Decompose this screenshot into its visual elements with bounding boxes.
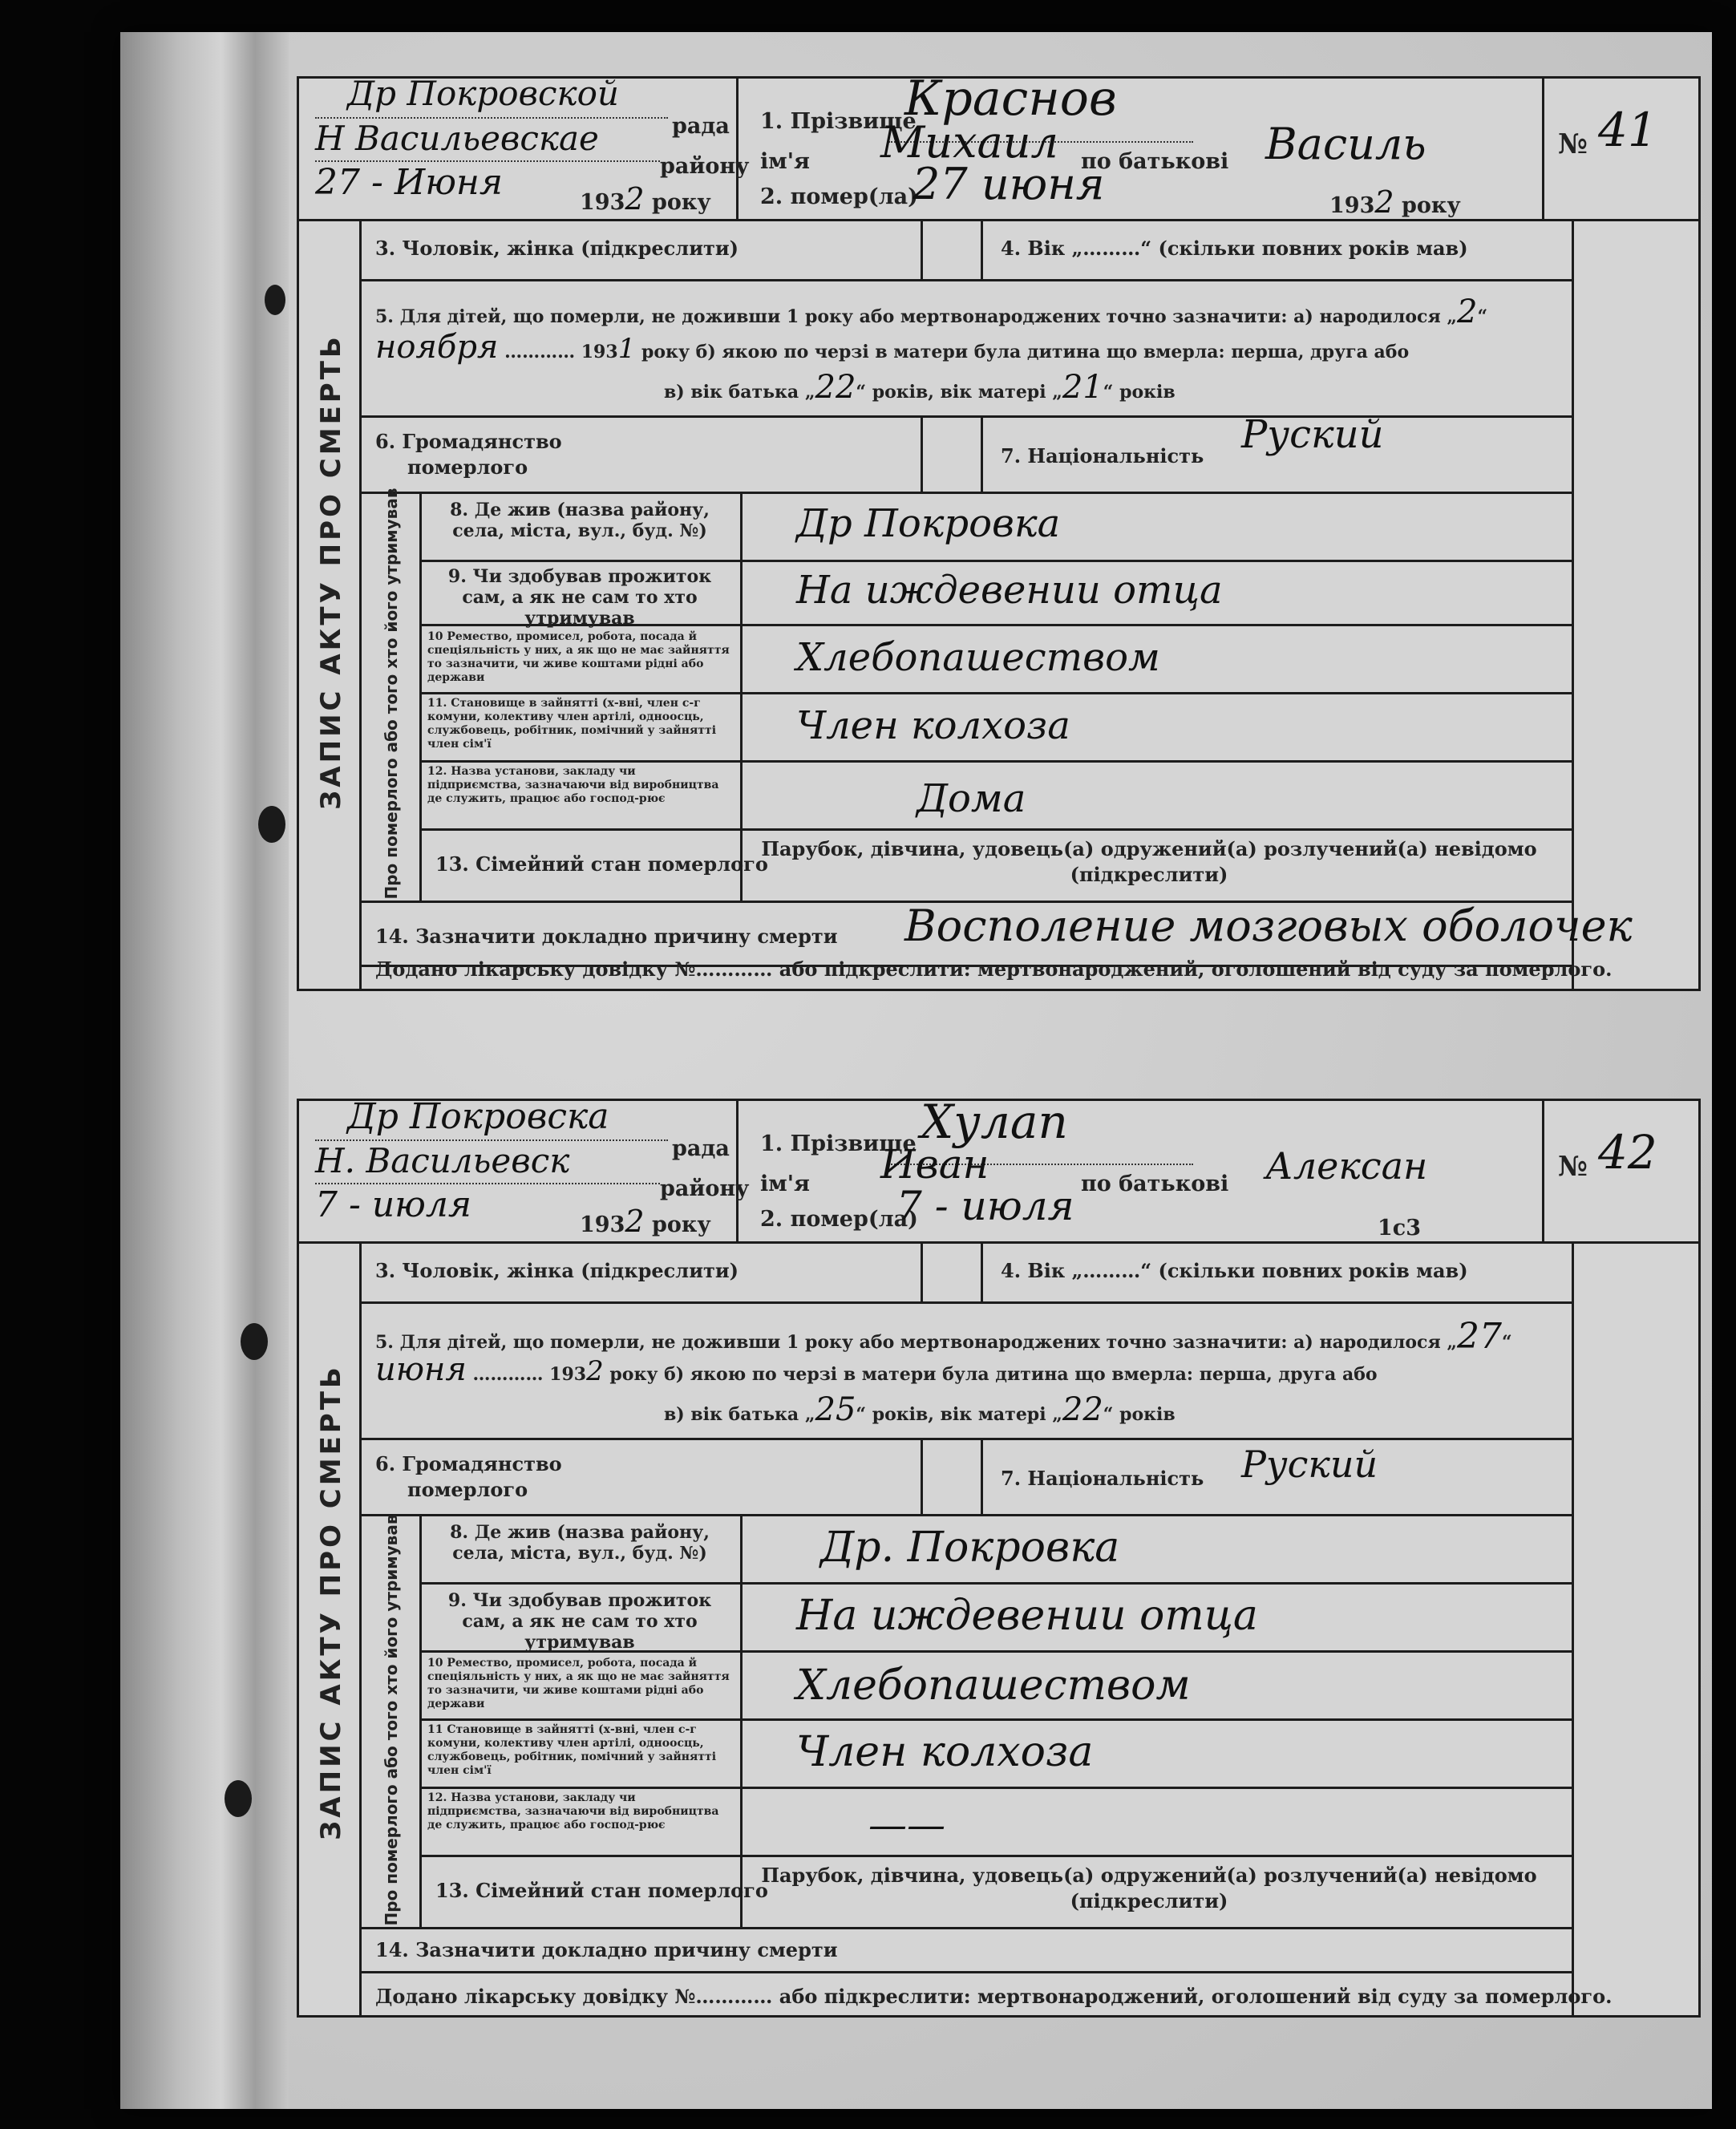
- residence-handwriting: Др Покровка: [796, 501, 1061, 546]
- workplace-label: 12. Назва установи, закладу чи підприємства, зазначаючи від виробництва де служить, працює або господ-рює: [427, 1791, 719, 1832]
- support-label: 9. Чи здобував прожиток сам, а як не сам то хто утримував: [447, 566, 712, 629]
- district-handwriting: Н Васильевскае: [315, 119, 599, 158]
- row-9-support: [419, 1582, 1574, 1653]
- infant-born-day-handwriting: 27: [1457, 1316, 1503, 1357]
- died-date-handwriting: 27 июня: [913, 159, 1105, 209]
- right-margin-column: [1572, 1241, 1698, 2015]
- record-date-handwriting: 7 - июля: [315, 1184, 472, 1225]
- vertical-title-strip: [299, 1241, 362, 2015]
- vertical-title: ЗАПИС АКТУ ПРО СМЕРТЬ: [315, 1364, 347, 1840]
- marital-options: Парубок, дівчина, удовець(а) одружений(а) розлучений(а) невідомо (підкреслити): [761, 837, 1537, 886]
- infant-born-month-handwriting: ноября: [375, 329, 499, 366]
- father-age-label: в) вік батька „: [664, 1404, 815, 1425]
- patronymic-handwriting: Алексан: [1265, 1144, 1428, 1188]
- birth-order-label: року б) якою по черзі в матери була дитина що вмерла: перша, друга або: [641, 342, 1410, 362]
- side-label: Про померлого або того хто його утримував: [382, 488, 401, 900]
- patronymic-label: по батькові: [1081, 149, 1229, 174]
- mother-age-handwriting: 22: [1062, 1391, 1103, 1428]
- position-handwriting: Член колхоза: [796, 703, 1070, 748]
- position-label: 11. Становище в зайнятті (х-вні, член с-г комуни, колективу член артілі, одноосць, службовець, робітник, помічний у зайнятті член сім'ї: [427, 697, 717, 751]
- died-year-prefix: 1с3: [1378, 1216, 1422, 1241]
- surname-handwriting: Краснов: [904, 71, 1117, 127]
- residence-handwriting: Др. Покровка: [820, 1524, 1120, 1572]
- death-record-card-41: [297, 71, 1701, 991]
- binding-spine: [120, 32, 289, 2109]
- number-label: №: [1558, 1151, 1588, 1183]
- side-label: Про померлого або того хто його утримував: [382, 1514, 401, 1926]
- card-header: [299, 1095, 1698, 1244]
- support-handwriting: На иждевении отца: [796, 568, 1223, 613]
- residence-label: 8. Де жив (назва району, села, міста, вул., буд. №): [450, 1522, 710, 1564]
- died-year-prefix: 193: [1329, 193, 1375, 218]
- died-date-handwriting: 7 - июля: [896, 1183, 1074, 1229]
- nationality-label: 7. Національність: [1001, 1467, 1204, 1490]
- row-14-cause: [359, 1927, 1574, 1973]
- workplace-handwriting: Дома: [917, 776, 1026, 821]
- support-label: 9. Чи здобував прожиток сам, а як не сам то хто утримував: [447, 1590, 712, 1653]
- record-number-handwriting: 41: [1598, 103, 1657, 157]
- nationality-handwriting: Руский: [1241, 412, 1384, 457]
- cause-label: 14. Зазначити докладно причину смерти: [375, 925, 838, 948]
- marital-label: 13. Сімейний стан померлого: [435, 852, 768, 876]
- row-9-support: [419, 560, 1574, 629]
- council-suffix: рада: [672, 114, 730, 139]
- row-12-workplace: [419, 1787, 1574, 1857]
- nationality-label: 7. Національність: [1001, 444, 1204, 467]
- council-suffix: рада: [672, 1136, 730, 1161]
- row-11-position: [419, 692, 1574, 763]
- death-record-card-42: [297, 1095, 1701, 2018]
- row-10-occupation: [419, 624, 1574, 694]
- row-3-4: [359, 1241, 1574, 1304]
- council-handwriting: Др Покровской: [347, 74, 619, 113]
- birth-order-label: року б) якою по черзі в матери була дитина що вмерла: перша, друга або: [609, 1364, 1378, 1385]
- row-12-workplace: [419, 760, 1574, 831]
- vertical-title: ЗАПИС АКТУ ПРО СМЕРТЬ: [315, 334, 347, 810]
- position-handwriting: Член колхоза: [796, 1728, 1094, 1776]
- row-11-position: [419, 1718, 1574, 1789]
- council-handwriting: Др Покровска: [347, 1096, 609, 1137]
- card-footer: [359, 945, 1698, 989]
- nationality-handwriting: Руский: [1241, 1443, 1378, 1486]
- row-6-7: [359, 1438, 1574, 1516]
- name-handwriting: Михаил: [880, 117, 1058, 168]
- infant-born-label: 5. Для дітей, що померли, не доживши 1 року або мертвонароджених точно зазначити: а) народилося „: [375, 306, 1458, 327]
- mother-age-handwriting: 21: [1062, 369, 1103, 406]
- record-year-suffix: року: [651, 1212, 711, 1237]
- binding-hole: [241, 1323, 268, 1360]
- binding-hole: [265, 285, 285, 315]
- row-10-occupation: [419, 1650, 1574, 1721]
- row-6-7: [359, 412, 1574, 494]
- workplace-handwriting: ——: [868, 1803, 945, 1848]
- name-handwriting: Иван: [880, 1141, 989, 1188]
- record-number-block: [1542, 1101, 1698, 1241]
- row-8-residence: [419, 492, 1574, 562]
- binding-hole: [258, 806, 285, 843]
- father-age-handwriting: 25: [815, 1391, 856, 1428]
- infant-year-handwriting: 2: [586, 1355, 604, 1387]
- district-suffix: району: [660, 154, 750, 179]
- occupation-handwriting: Хлебопашеством: [796, 635, 1160, 680]
- record-year-prefix: 193: [580, 190, 625, 215]
- years-suffix: “ років: [1103, 382, 1176, 403]
- name-label: ім'я: [760, 149, 810, 174]
- row-5-infant: 5. Для дітей, що померли, не доживши 1 року або мертвонароджених точно зазначити: а) народилося „2“ ноября ………… 1931 року б) якою по черзі в матери була дитина що вмерла: перша, друга або в) вік батька „22“ років, вік матері „21“ років: [359, 279, 1574, 418]
- surname-label: 1. Прізвище: [760, 1131, 917, 1156]
- row-8-residence: [419, 1514, 1574, 1585]
- workplace-label: 12. Назва установи, закладу чи підприємства, зазначаючи від виробництва де служить, працює або господ-рює: [427, 765, 719, 805]
- infant-year-prefix: 193: [581, 342, 618, 362]
- age-label: 4. Вік „………“ (скільки повних років мав): [1001, 237, 1468, 260]
- binding-hole: [225, 1780, 252, 1817]
- council-block: [299, 1096, 750, 1241]
- died-label: 2. помер(ла): [760, 1207, 918, 1232]
- record-number-handwriting: 42: [1598, 1125, 1657, 1180]
- record-year-suffix: року: [651, 190, 711, 215]
- marital-options: Парубок, дівчина, удовець(а) одружений(а) розлучений(а) невідомо (підкреслити): [761, 1864, 1537, 1912]
- mother-age-label: “ років, вік матері „: [856, 1404, 1062, 1425]
- mother-age-label: “ років, вік матері „: [856, 382, 1062, 403]
- name-label: ім'я: [760, 1172, 810, 1196]
- occupation-label: 10 Ремество, промисел, робота, посада й спеціяльність у них, а як що не має зайняття то зазначити, чи живе коштами рідні або держави: [427, 630, 730, 684]
- occupation-handwriting: Хлебопашеством: [796, 1662, 1191, 1710]
- cause-handwriting: Восполение мозговых оболочек: [904, 901, 1633, 951]
- cause-label: 14. Зазначити докладно причину смерти: [375, 1938, 838, 1961]
- infant-year-handwriting: 1: [617, 333, 636, 365]
- age-label: 4. Вік „………“ (скільки повних років мав): [1001, 1259, 1468, 1282]
- row-3-4: [359, 219, 1574, 281]
- card-footer: [359, 1973, 1698, 2015]
- residence-label: 8. Де жив (назва району, села, міста, вул., буд. №): [450, 500, 710, 541]
- number-label: №: [1558, 128, 1588, 160]
- district-suffix: району: [660, 1176, 750, 1201]
- row-5-infant: 5. Для дітей, що померли, не доживши 1 року або мертвонароджених точно зазначити: а) народилося „27“ июня ………… 1932 року б) якою по черзі в матери була дитина що вмерла: перша, друга або в) вік батька „25“ років, вік матері „22“ років: [359, 1301, 1574, 1440]
- surname-label: 1. Прізвище: [760, 109, 917, 134]
- father-age-label: в) вік батька „: [664, 382, 815, 403]
- died-label: 2. помер(ла): [760, 184, 918, 209]
- side-label-strip: [359, 488, 422, 903]
- record-number-block: [1542, 79, 1698, 219]
- father-age-handwriting: 22: [815, 369, 856, 406]
- sex-label: 3. Чоловік, жінка (підкреслити): [375, 1259, 739, 1282]
- record-year-handwriting: 2: [625, 1204, 645, 1239]
- right-margin-column: [1572, 219, 1698, 989]
- support-handwriting: На иждевении отца: [796, 1592, 1258, 1640]
- sex-label: 3. Чоловік, жінка (підкреслити): [375, 237, 739, 260]
- row-13-marital: [419, 1855, 1574, 1929]
- patronymic-handwriting: Василь: [1265, 119, 1426, 169]
- years-suffix: “ років: [1103, 1404, 1176, 1425]
- name-block: [736, 1095, 1544, 1241]
- citizenship-label: 6. Громадянство: [375, 430, 562, 453]
- died-year-suffix: року: [1401, 193, 1461, 218]
- district-handwriting: Н. Васильевск: [315, 1141, 570, 1180]
- vertical-title-strip: [299, 219, 362, 989]
- record-date-handwriting: 27 - Июня: [315, 162, 504, 203]
- footer-text: Додано лікарську довідку №………… або підкреслити: мертвонароджений, оголошений від суду за померлого.: [375, 957, 1613, 981]
- record-year-prefix: 193: [580, 1212, 625, 1237]
- footer-text: Додано лікарську довідку №………… або підкреслити: мертвонароджений, оголошений від суду за померлого.: [375, 1985, 1613, 2008]
- infant-born-day-handwriting: 2: [1457, 293, 1478, 330]
- infant-year-prefix: 193: [549, 1364, 587, 1385]
- patronymic-label: по батькові: [1081, 1172, 1229, 1196]
- citizenship-label-2: померлого: [407, 1478, 528, 1501]
- council-block: [299, 74, 750, 219]
- name-block: [736, 71, 1544, 220]
- infant-born-label: 5. Для дітей, що померли, не доживши 1 року або мертвонароджених точно зазначити: а) народилося „: [375, 1332, 1458, 1353]
- position-label: 11 Становище в зайнятті (х-вні, член с-г комуни, колективу член артілі, одноосць, службовець, робітник, помічний у зайнятті член сім'ї: [427, 1723, 717, 1777]
- infant-born-month-handwriting: июня: [375, 1351, 467, 1388]
- died-year-handwriting: 2: [1374, 184, 1394, 220]
- marital-label: 13. Сімейний стан померлого: [435, 1879, 768, 1902]
- citizenship-label-2: померлого: [407, 455, 528, 479]
- surname-handwriting: Хулап: [921, 1095, 1068, 1149]
- card-header: [299, 71, 1698, 221]
- citizenship-label: 6. Громадянство: [375, 1452, 562, 1475]
- occupation-label: 10 Ремество, промисел, робота, посада й спеціяльність у них, а як що не має зайняття то зазначити, чи живе коштами рідні або держави: [427, 1657, 730, 1710]
- row-13-marital: [419, 828, 1574, 903]
- side-label-strip: [359, 1514, 422, 1929]
- record-year-handwriting: 2: [625, 181, 645, 217]
